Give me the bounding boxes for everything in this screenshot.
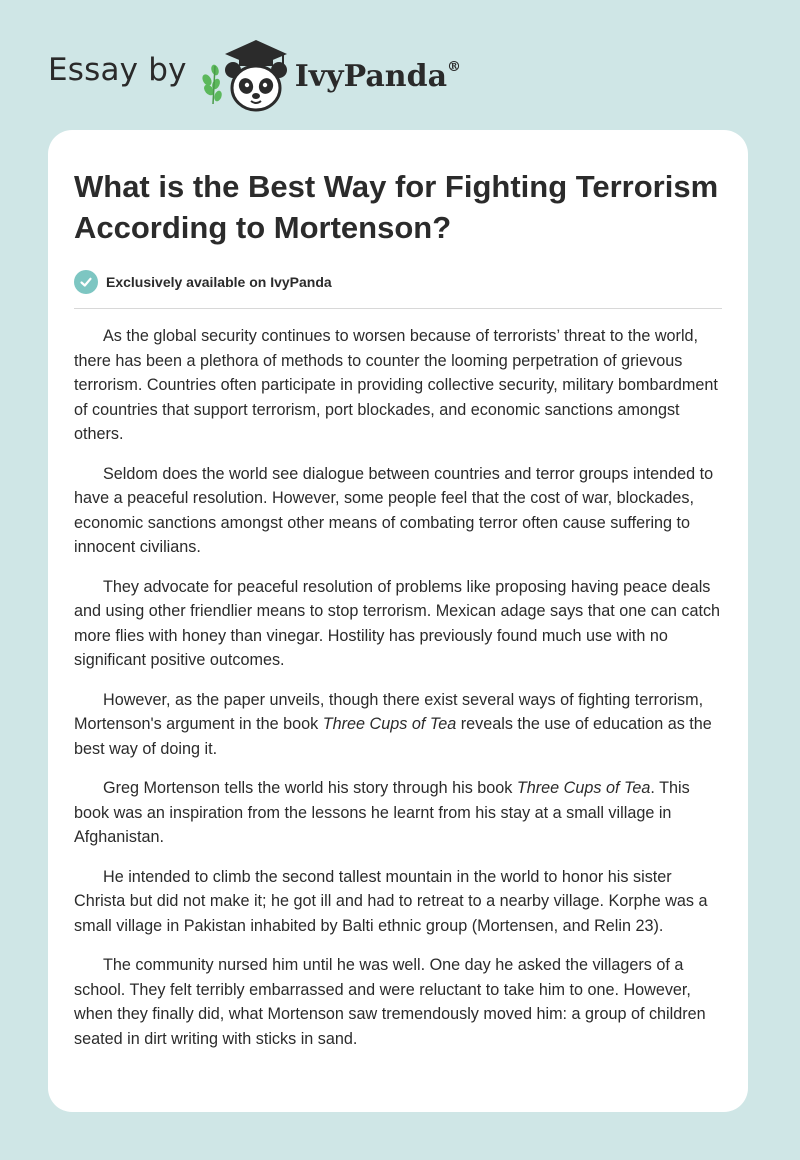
essay-paragraph (74, 688, 722, 762)
checkmark-icon (74, 270, 98, 294)
book-title-text: Three Cups of Tea (322, 715, 457, 733)
paragraph-text: They advocate for peaceful resolution of problems like proposing having peace deals and using other friendlier means to stop terrorism. Mexican adage says that one can catch more flies with honey than vinegar. Hostility has previously found much use with no significant positive outcomes. (74, 577, 721, 669)
brand-name[interactable]: IvyPanda® (294, 58, 462, 94)
paragraph-text: . This book was an inspiration from the lessons he learnt from his stay at a small village in Afghanistan. (74, 779, 690, 846)
paragraph-text: However, as the paper unveils, though there exist several ways of fighting terrorism, Mortenson's argument in the book (74, 690, 704, 733)
essay-paragraph (74, 776, 722, 850)
exclusive-badge (74, 270, 722, 309)
paragraph-text: He intended to climb the second tallest mountain in the world to honor his sister Christa but did not make it; he got ill and had to retreat to a nearby village. Korphe was a small village in Pakistan inhabited by Balti ethnic group (Mortensen, and Relin 23). (74, 867, 708, 935)
essay-body (74, 324, 722, 1051)
essay-paragraph (74, 575, 722, 673)
site-header (48, 34, 461, 114)
brand-prefix: Essay by (48, 52, 187, 88)
essay-paragraph (74, 865, 722, 939)
paragraph-text: Greg Mortenson tells the world his story through his book (103, 779, 517, 797)
panda-logo-icon[interactable] (201, 34, 291, 114)
paragraph-text: The community nursed him until he was well. One day he asked the villagers of a school. They felt terribly embarrassed and were reluctant to take him to one. However, when they finally did, what Mortenson saw tremendously moved him: a group of children seated in dirt writing with sticks in sand. (74, 956, 706, 1048)
essay-paragraph (74, 953, 722, 1051)
book-title-text: Three Cups of Tea (516, 779, 651, 797)
essay-paragraph (74, 462, 722, 560)
essay-paragraph (74, 324, 722, 447)
paragraph-text: reveals the use of education as the best way of doing it. (74, 715, 712, 758)
registered-mark: ® (447, 58, 462, 75)
essay-card (48, 130, 748, 1112)
paragraph-text: As the global security continues to worsen because of terrorists’ threat to the world, there has been a plethora of methods to counter the looming perpetration of grievous terrorism. Countries often participate in providing collective security, military bombardment of countries that support terrorism, port blockades, and economic sanctions amongst others. (74, 327, 718, 443)
badge-label: Exclusively available on IvyPanda (106, 274, 332, 290)
paragraph-text: Seldom does the world see dialogue between countries and terror groups intended to have a peaceful resolution. However, some people feel that the cost of war, blockades, economic sanctions amongst other means of combating terror often cause suffering to innocent civilians. (74, 464, 714, 556)
page-title: What is the Best Way for Fighting Terrorism According to Mortenson? (74, 169, 719, 245)
